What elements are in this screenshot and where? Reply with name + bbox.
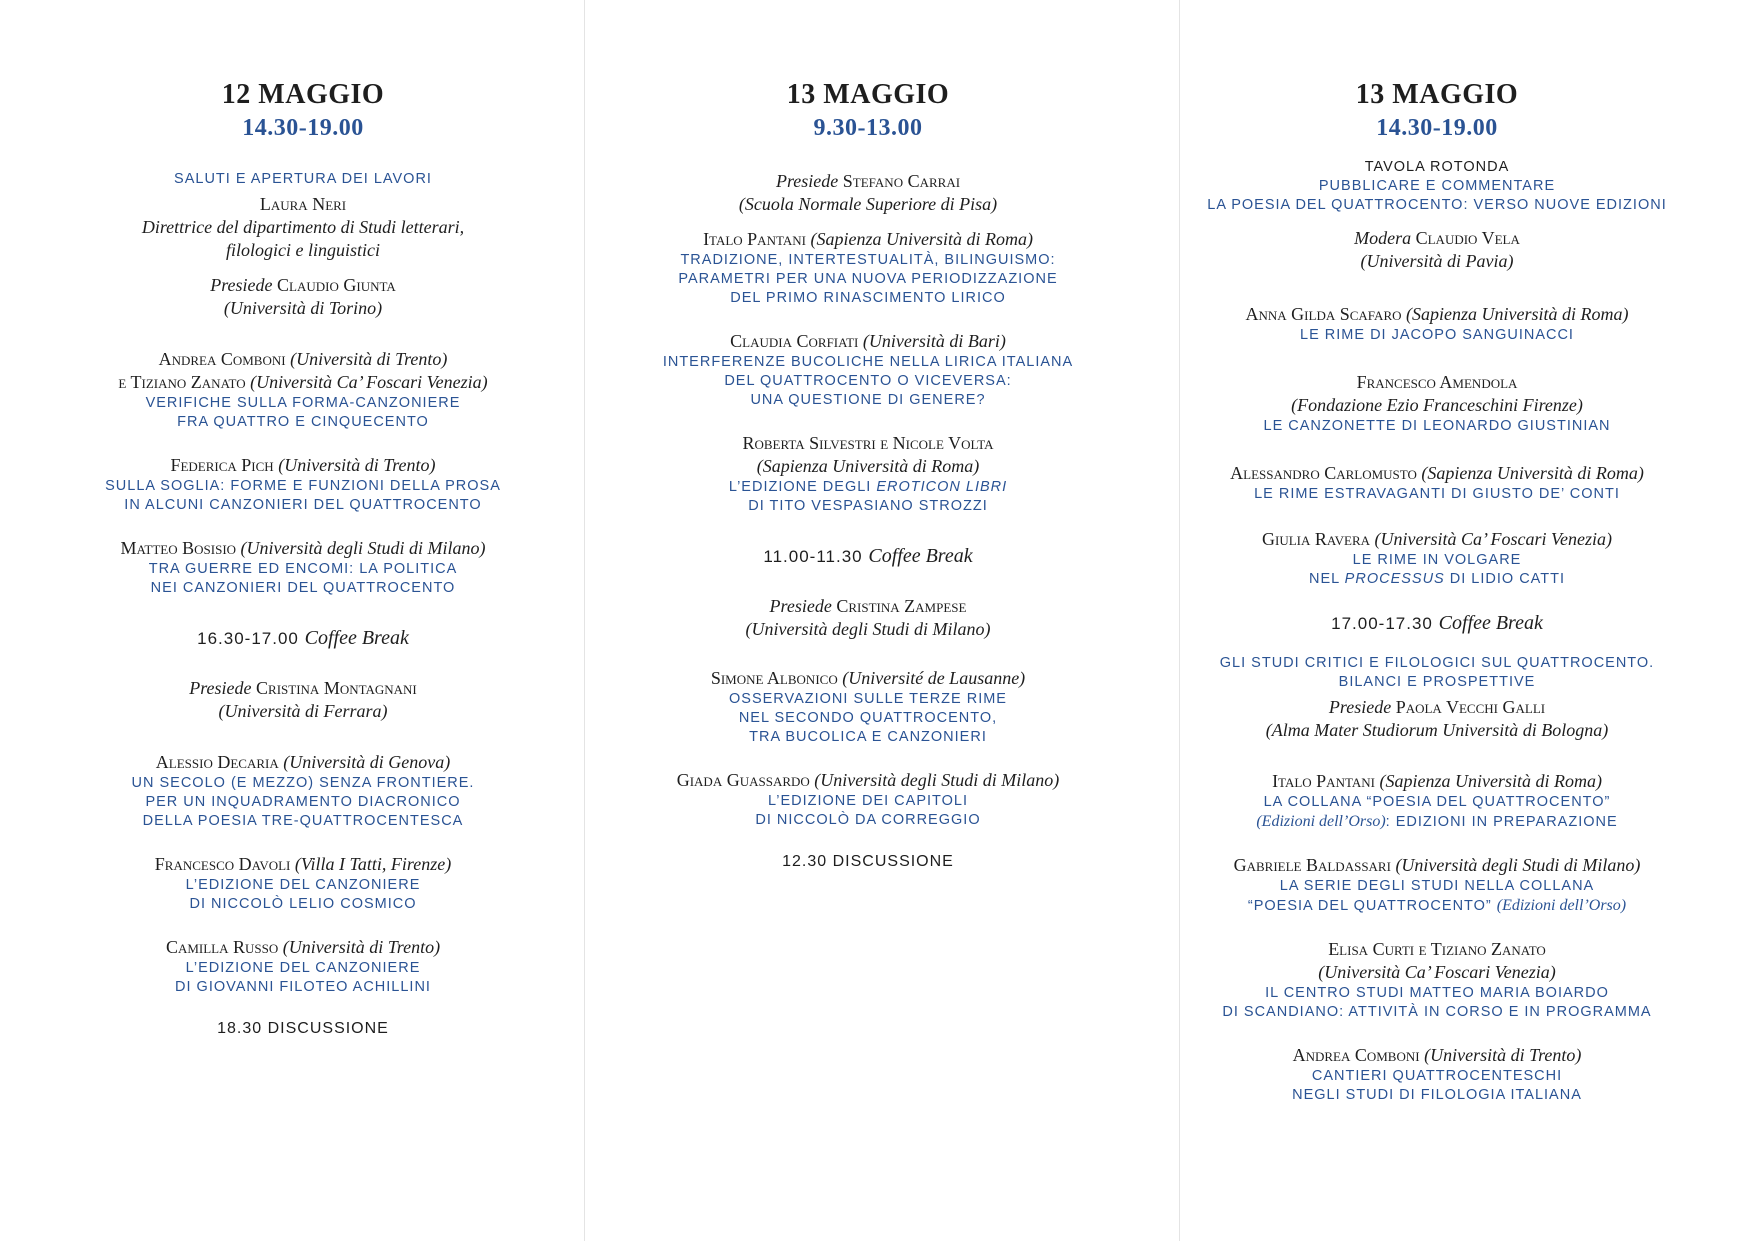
opening-title: SALUTI E APERTURA DEI LAVORI [174, 171, 432, 187]
section-title: BILANCI E PROSPETTIVE [1338, 674, 1536, 690]
day-heading: 12 MAGGIO [221, 79, 385, 110]
speaker-name: Laura Neri [259, 194, 347, 214]
speaker-affiliation: (Università di Trento) [1424, 1045, 1582, 1065]
chair-line: Presiede Claudio Giunta [210, 275, 396, 295]
speaker-affiliation: (Università degli Studi di Milano) [814, 770, 1060, 790]
speaker-name: Alessio Decaria [155, 752, 279, 772]
talk [23, 454, 583, 515]
chair-name: Cristina Montagnani [256, 678, 417, 698]
talk-title: TRADIZIONE, INTERTESTUALITÀ, BILINGUISMO: [680, 252, 1056, 268]
speaker-name: Italo Pantani [703, 229, 806, 249]
speaker-name: Elisa Curti e Tiziano Zanato [1328, 939, 1546, 959]
speaker-name: Andrea Comboni [158, 349, 286, 369]
chair-name: Stefano Carrai [842, 171, 961, 191]
talk-title: LE RIME IN VOLGARE [1352, 552, 1522, 568]
chair-affiliation: (Università degli Studi di Milano) [745, 619, 991, 639]
day-heading: 13 MAGGIO [1355, 79, 1519, 110]
speaker-name: Francesco Amendola [1356, 372, 1518, 392]
speaker-affiliation: (Université de Lausanne) [842, 668, 1026, 688]
talk-title: NEL SECONDO QUATTROCENTO, [738, 710, 998, 726]
chair-line: Presiede Paola Vecchi Galli [1328, 697, 1546, 717]
talk [1152, 371, 1722, 436]
talk [588, 228, 1148, 308]
speaker-affiliation: (Università Ca’ Foscari Venezia) [250, 372, 488, 392]
speaker-name: Claudia Corfiati [730, 331, 859, 351]
speaker-affiliation: (Sapienza Università di Roma) [1406, 304, 1629, 324]
talk [23, 853, 583, 914]
talk [23, 537, 583, 598]
speaker-affiliation: (Università di Genova) [283, 752, 451, 772]
speaker-affiliation: (Università degli Studi di Milano) [240, 538, 486, 558]
talk-title: LA SERIE DEGLI STUDI NELLA COLLANA [1279, 878, 1595, 894]
speaker-affiliation: (Sapienza Università di Roma) [1379, 771, 1602, 791]
talk-title: DI NICCOLÒ LELIO COSMICO [189, 896, 417, 912]
section-title: GLI STUDI CRITICI E FILOLOGICI SUL QUATTROCENTO. [1219, 655, 1655, 671]
chair-line: Presiede Stefano Carrai [775, 171, 961, 191]
talk-title: OSSERVAZIONI SULLE TERZE RIME [729, 691, 1007, 707]
speaker-name: Francesco Davoli [154, 854, 291, 874]
speaker-affiliation: (Sapienza Università di Roma) [810, 229, 1033, 249]
talk-title: DEL QUATTROCENTO O VICEVERSA: [724, 373, 1012, 389]
round-table-title: PUBBLICARE E COMMENTARE [1318, 178, 1556, 194]
talk-title: L’EDIZIONE DEI CAPITOLI [767, 793, 968, 809]
speaker-name: Giulia Ravera [1262, 529, 1370, 549]
chair-line: Presiede Cristina Montagnani [189, 678, 417, 698]
talk-title: LE CANZONETTE DI LEONARDO GIUSTINIAN [1263, 418, 1611, 434]
coffee-break: 17.00-17.30 Coffee Break [1331, 612, 1543, 634]
talk-title: DI SCANDIANO: ATTIVITÀ IN CORSO E IN PROGRAMMA [1222, 1004, 1652, 1020]
talk [1152, 770, 1722, 832]
speaker-role: Direttrice del dipartimento di Studi letterari, [141, 217, 465, 237]
speaker-affiliation: (Università degli Studi di Milano) [1395, 855, 1641, 875]
day-column-1 [23, 78, 583, 1060]
speaker-name: Alessandro Carlomusto [1230, 463, 1417, 483]
talk-title: DELLA POESIA TRE-QUATTROCENTESCA [142, 813, 464, 829]
talk-title: VERIFICHE SULLA FORMA-CANZONIERE [145, 395, 461, 411]
talk [588, 330, 1148, 410]
speaker-name: Roberta Silvestri e Nicole Volta [742, 433, 994, 453]
speaker-affiliation: (Sapienza Università di Roma) [756, 456, 980, 476]
round-table-label: TAVOLA ROTONDA [1364, 159, 1510, 175]
talk-title: NEL PROCESSUS DI LIDIO CATTI [1308, 571, 1566, 587]
speaker-role: filologici e linguistici [226, 240, 380, 260]
chair-name: Claudio Giunta [277, 275, 396, 295]
day-column-3 [1152, 78, 1722, 1127]
chair-affiliation: (Alma Mater Studiorum Università di Bologna) [1265, 720, 1609, 740]
talk [1152, 303, 1722, 345]
talk-title: NEI CANZONIERI DEL QUATTROCENTO [150, 580, 456, 596]
chair-name: Paola Vecchi Galli [1395, 697, 1546, 717]
session-time: 14.30-19.00 [242, 115, 364, 141]
talk-title: IL CENTRO STUDI MATTEO MARIA BOIARDO [1265, 985, 1609, 1001]
day-heading: 13 MAGGIO [786, 79, 950, 110]
talk-title: L’EDIZIONE DEL CANZONIERE [185, 877, 421, 893]
talk-title: TRA BUCOLICA E CANZONIERI [749, 729, 987, 745]
talk-title: TRA GUERRE ED ENCOMI: LA POLITICA [148, 561, 458, 577]
speaker-name: Italo Pantani [1272, 771, 1375, 791]
talk [1152, 854, 1722, 916]
talk-title: PARAMETRI PER UNA NUOVA PERIODIZZAZIONE [678, 271, 1058, 287]
talk-title: FRA QUATTRO E CINQUECENTO [177, 414, 429, 430]
speaker-name: e Tiziano Zanato [118, 372, 246, 392]
speaker-name: Andrea Comboni [1292, 1045, 1420, 1065]
talk-title: UNA QUESTIONE DI GENERE? [750, 392, 986, 408]
talk-title: CANTIERI QUATTROCENTESCHI [1311, 1068, 1563, 1084]
talk [1152, 938, 1722, 1022]
talk-title: IN ALCUNI CANZONIERI DEL QUATTROCENTO [124, 497, 482, 513]
talk [23, 348, 583, 432]
talk-title: DEL PRIMO RINASCIMENTO LIRICO [730, 290, 1006, 306]
column-divider [584, 0, 585, 1241]
speaker-affiliation: (Università Ca’ Foscari Venezia) [1374, 529, 1612, 549]
talk-title: PER UN INQUADRAMENTO DIACRONICO [145, 794, 461, 810]
moderator-line: Modera Claudio Vela [1354, 228, 1520, 248]
talk-title: LE RIME ESTRAVAGANTI DI GIUSTO DE’ CONTI [1254, 486, 1620, 502]
talk-title: L’EDIZIONE DEL CANZONIERE [185, 960, 421, 976]
speaker-name: Anna Gilda Scafaro [1245, 304, 1402, 324]
moderator-name: Claudio Vela [1415, 228, 1520, 248]
round-table-title: LA POESIA DEL QUATTROCENTO: VERSO NUOVE EDIZIONI [1207, 197, 1667, 213]
speaker-name: Camilla Russo [165, 937, 279, 957]
moderator-affiliation: (Università di Pavia) [1360, 251, 1514, 271]
session-time: 14.30-19.00 [1376, 115, 1498, 141]
day-column-2 [588, 78, 1148, 893]
talk [588, 432, 1148, 516]
talk-title: NEGLI STUDI DI FILOLOGIA ITALIANA [1292, 1087, 1582, 1103]
talk [1152, 1044, 1722, 1105]
talk-title: SULLA SOGLIA: FORME E FUNZIONI DELLA PROSA [105, 478, 501, 494]
talk-title: UN SECOLO (E MEZZO) SENZA FRONTIERE. [131, 775, 475, 791]
talk-title: (Edizioni dell’Orso): EDIZIONI IN PREPARAZIONE [1256, 813, 1618, 830]
talk [588, 667, 1148, 747]
talk [1152, 528, 1722, 589]
talk [588, 769, 1148, 830]
session-time: 9.30-13.00 [813, 115, 923, 141]
discussion: 12.30 DISCUSSIONE [782, 853, 954, 870]
talk [1152, 462, 1722, 504]
speaker-affiliation: (Università di Trento) [282, 937, 441, 957]
talk-title: LA COLLANA “POESIA DEL QUATTROCENTO” [1263, 794, 1611, 810]
talk-title: DI NICCOLÒ DA CORREGGIO [755, 812, 981, 828]
speaker-affiliation: (Università di Trento) [290, 349, 448, 369]
speaker-affiliation: (Villa I Tatti, Firenze) [294, 854, 452, 874]
chair-line: Presiede Cristina Zampese [769, 596, 967, 616]
speaker-affiliation: (Università di Bari) [862, 331, 1006, 351]
speaker-affiliation: (Sapienza Università di Roma) [1421, 463, 1644, 483]
talk [23, 751, 583, 831]
talk-title: “POESIA DEL QUATTROCENTO” (Edizioni dell’Orso) [1247, 897, 1627, 914]
discussion: 18.30 DISCUSSIONE [217, 1020, 389, 1037]
talk-title: LE RIME DI JACOPO SANGUINACCI [1300, 327, 1574, 343]
speaker-affiliation: (Università Ca’ Foscari Venezia) [1318, 962, 1556, 982]
chair-affiliation: (Scuola Normale Superiore di Pisa) [738, 194, 998, 214]
talk [23, 936, 583, 997]
speaker-affiliation: (Fondazione Ezio Franceschini Firenze) [1291, 395, 1583, 415]
coffee-break: 11.00-11.30 Coffee Break [763, 545, 973, 567]
chair-affiliation: (Università di Ferrara) [218, 701, 388, 721]
chair-name: Cristina Zampese [836, 596, 967, 616]
speaker-name: Federica Pich [170, 455, 274, 475]
coffee-break: 16.30-17.00 Coffee Break [197, 627, 409, 649]
speaker-name: Simone Albonico [710, 668, 838, 688]
speaker-affiliation: (Università di Trento) [278, 455, 436, 475]
talk-title: DI TITO VESPASIANO STROZZI [748, 498, 988, 514]
chair-affiliation: (Università di Torino) [223, 298, 383, 318]
talk-title: INTERFERENZE BUCOLICHE NELLA LIRICA ITALIANA [662, 354, 1074, 370]
speaker-name: Giada Guassardo [676, 770, 810, 790]
talk-title: DI GIOVANNI FILOTEO ACHILLINI [175, 979, 431, 995]
speaker-name: Gabriele Baldassari [1233, 855, 1391, 875]
speaker-name: Matteo Bosisio [120, 538, 237, 558]
talk-title: L’EDIZIONE DEGLI EROTICON LIBRI [728, 479, 1008, 495]
